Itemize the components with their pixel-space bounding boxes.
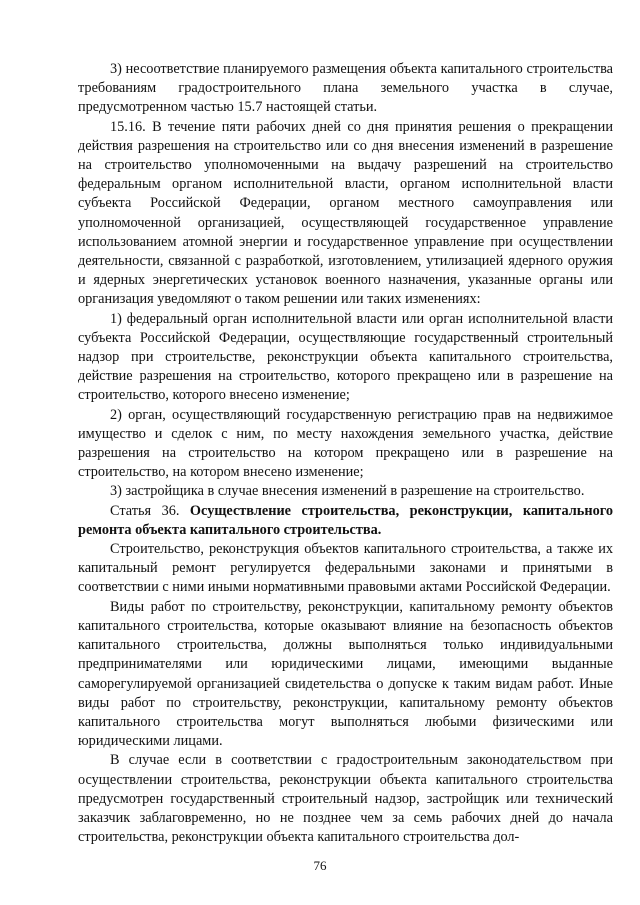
article-heading (78, 502, 613, 540)
paragraph-item-3-developer: 3) застройщика в случае внесения изменений в разрешение на строительство. (110, 483, 585, 500)
paragraph-15-16: 15.16. В течение пяти рабочих дней со дня принятия решения о прекращении действия разрешения на строительство или со дня внесения изменений в разрешение на строительство уполномоченными на выдачу разрешений на строительство федеральным органом исполнительной власти, органом исполнительной власти субъекта Российской Федерации, органом местного самоуправления или уполномоченной организацией, осуществляющей государственное управление использованием атомной энергии и государственное управление при осуществлении деятельности, связанной с разработкой, изготовлением, утилизацией ядерного оружия и ядерных энергетических установок военного назначения, указанные органы или организация уведомляют о таком решении или таких изменениях: (78, 118, 613, 308)
article-paragraph-2: Виды работ по строительству, реконструкции, капитальному ремонту объектов капитального строительства, которые оказывают влияние на безопасность объектов капитального строительства, должны выполняться только индивидуальными предпринимателями или юридическими лицами, имеющими выданные саморегулируемой организацией свидетельства о допуске к таким видам работ. Иные виды работ по строительству, реконструкции, капитальному ремонту объектов капитального строительства могут выполняться любыми физическими или юридическими лицами. (78, 598, 613, 750)
paragraph-item-2: 2) орган, осуществляющий государственную регистрацию прав на недвижимое имущество и сделок с ним, по месту нахождения земельного участка, действие разрешения на строительство на котором прекращено или в разрешение на строительство, на котором внесено изменение; (78, 406, 613, 481)
paragraph-item-1: 1) федеральный орган исполнительной власти или орган исполнительной власти субъекта Российской Федерации, осуществляющие государственный строительный надзор при строительстве, реконструкции объекта капитального строительства, действие разрешения на строительство, которого прекращено или в разрешение на строительство, которого внесено изменение; (78, 310, 613, 404)
page-number: 76 (313, 858, 327, 873)
article-title: Осуществление строительства, реконструкции, капитального ремонта объекта капитального строительства. (78, 502, 613, 538)
article-paragraph-1: Строительство, реконструкция объектов капитального строительства, а также их капитальный ремонт регулируется федеральными законами и принятыми в соответствии с ними иными нормативными правовыми актами Российской Федерации. (78, 541, 613, 596)
page-body (78, 60, 613, 847)
paragraph-item-3: 3) несоответствие планируемого размещения объекта капитального строительства требованиям градостроительного плана земельного участка в случае, предусмотренном частью 15.7 настоящей статьи. (78, 61, 613, 116)
article-number: Статья 36. (110, 502, 190, 519)
article-paragraph-3: В случае если в соответствии с градостроительным законодательством при осуществлении строительства, реконструкции объекта капитального строительства предусмотрен государственный строительный надзор, застройщик или технический заказчик заблаговременно, но не позднее чем за семь рабочих дней до начала строительства, реконструкции объекта капитального строительства дол- (78, 752, 613, 846)
